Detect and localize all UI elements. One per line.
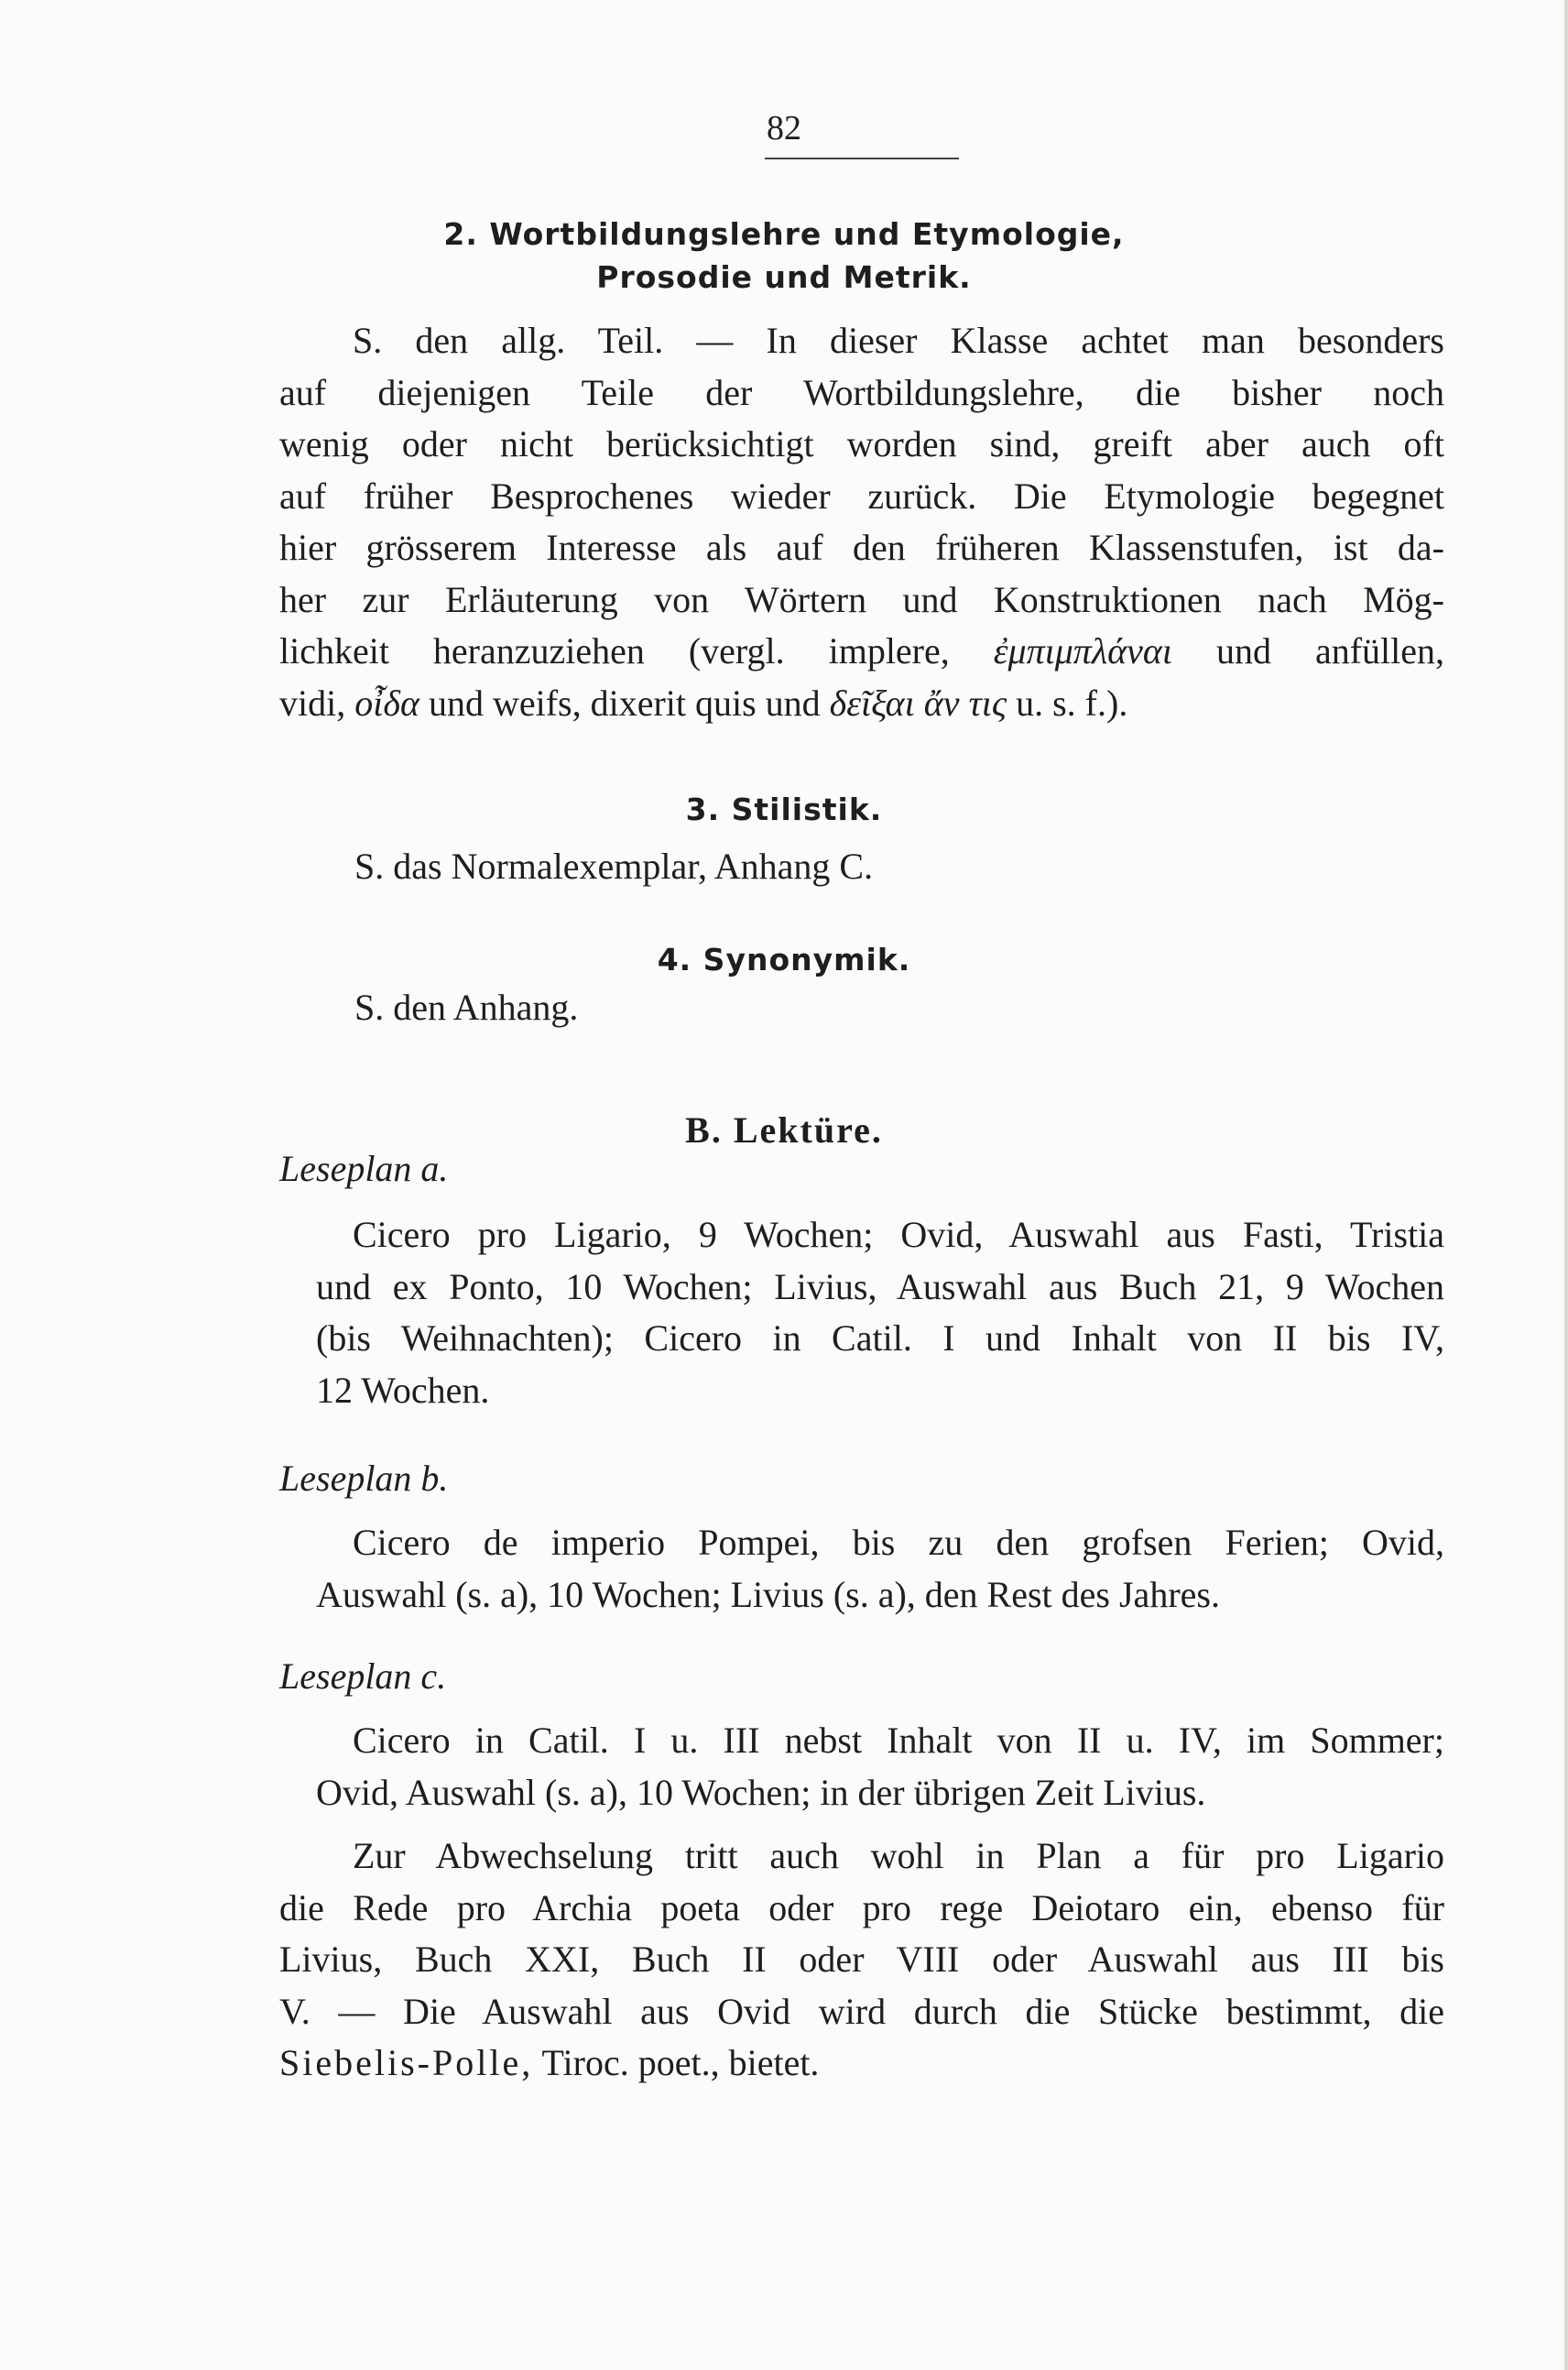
greek-word: οἶδα	[354, 682, 419, 724]
page-number-rule	[765, 158, 959, 159]
paragraph-line: Ovid, Auswahl (s. a), 10 Wochen; in der übrigen Zeit Livius.	[316, 1771, 1206, 1813]
paragraph-line: Cicero in Catil. I u. III nebst Inhalt von II u. IV, im Sommer;	[353, 1720, 1444, 1761]
author-name: Siebelis-Polle,	[279, 2042, 534, 2083]
section-b-heading: B. Lektüre.	[685, 1109, 883, 1151]
text-run: und anfüllen,	[1216, 630, 1445, 672]
paragraph-line: hier grösserem Interesse als auf den früheren Klassenstufen, ist da-	[279, 527, 1444, 568]
greek-phrase: δεῖξαι ἄν τις	[829, 682, 1007, 724]
text-run: vidi,	[279, 682, 346, 724]
text-run: und weifs, dixerit quis und	[428, 682, 821, 724]
paragraph-line-mixed	[279, 626, 1444, 678]
paragraph-line: Zur Abwechselung tritt auch wohl in Plan a für pro Ligario	[353, 1835, 1444, 1876]
leseplan-c-paragraph	[316, 1715, 1444, 1818]
section-4-text: S. den Anhang.	[354, 987, 579, 1028]
section-3-heading: 3. Stilistik.	[685, 792, 883, 827]
paragraph-line-mixed	[279, 678, 1444, 730]
section-2-heading-line-1: 2. Wortbildungslehre und Etymologie,	[443, 216, 1125, 252]
leseplan-a-label: Leseplan a.	[279, 1148, 449, 1189]
paragraph-line: Cicero pro Ligario, 9 Wochen; Ovid, Auswahl aus Fasti, Tristia	[353, 1214, 1444, 1255]
section-4-heading: 4. Synonymik.	[657, 942, 911, 977]
paragraph-line: (bis Weihnachten); Cicero in Catil. I und Inhalt von II bis IV,	[316, 1317, 1444, 1359]
paragraph-line: V. — Die Auswahl aus Ovid wird durch die Stücke bestimmt, die	[279, 1990, 1444, 2032]
page-number: 82	[767, 109, 801, 147]
section-2-heading-line-2: Prosodie und Metrik.	[596, 259, 972, 295]
paragraph-line: auf diejenigen Teile der Wortbildungslehre, die bisher noch	[279, 371, 1444, 413]
paragraph-line: her zur Erläuterung von Wörtern und Konstruktionen nach Mög-	[279, 578, 1444, 620]
paragraph-line: und ex Ponto, 10 Wochen; Livius, Auswahl aus Buch 21, 9 Wochen	[316, 1265, 1444, 1307]
section-2-paragraph	[279, 315, 1444, 729]
paragraph-line-mixed	[279, 2037, 1444, 2090]
paragraph-line: Cicero de imperio Pompei, bis zu den grofsen Ferien; Ovid,	[353, 1522, 1444, 1563]
leseplan-c-label: Leseplan c.	[279, 1655, 447, 1697]
paragraph-line: wenig oder nicht berücksichtigt worden sind, greift aber auch oft	[279, 423, 1444, 464]
closing-paragraph	[279, 1830, 1444, 2090]
greek-word: ἐμπιμπλάναι	[993, 630, 1173, 672]
page-edge	[1564, 0, 1568, 2370]
paragraph-line: Livius, Buch XXI, Buch II oder VIII oder Auswahl aus III bis	[279, 1939, 1444, 1980]
paragraph-line: S. den allg. Teil. — In dieser Klasse achtet man besonders	[353, 320, 1444, 361]
text-run: Tiroc. poet., bietet.	[541, 2042, 820, 2083]
paragraph-line: Auswahl (s. a), 10 Wochen; Livius (s. a), den Rest des Jahres.	[316, 1573, 1220, 1615]
text-run: u. s. f.).	[1016, 682, 1128, 724]
leseplan-a-paragraph	[316, 1209, 1444, 1416]
leseplan-b-paragraph	[316, 1517, 1444, 1621]
paragraph-line: die Rede pro Archia poeta oder pro rege Deiotaro ein, ebenso für	[279, 1886, 1444, 1928]
paragraph-line: auf früher Besprochenes wieder zurück. Die Etymologie begegnet	[279, 475, 1444, 517]
paragraph-line: 12 Wochen.	[316, 1369, 490, 1411]
section-3-text: S. das Normalexemplar, Anhang C.	[354, 846, 874, 887]
leseplan-b-label: Leseplan b.	[279, 1458, 449, 1499]
text-run: lichkeit heranzuziehen (vergl. implere,	[279, 630, 950, 672]
